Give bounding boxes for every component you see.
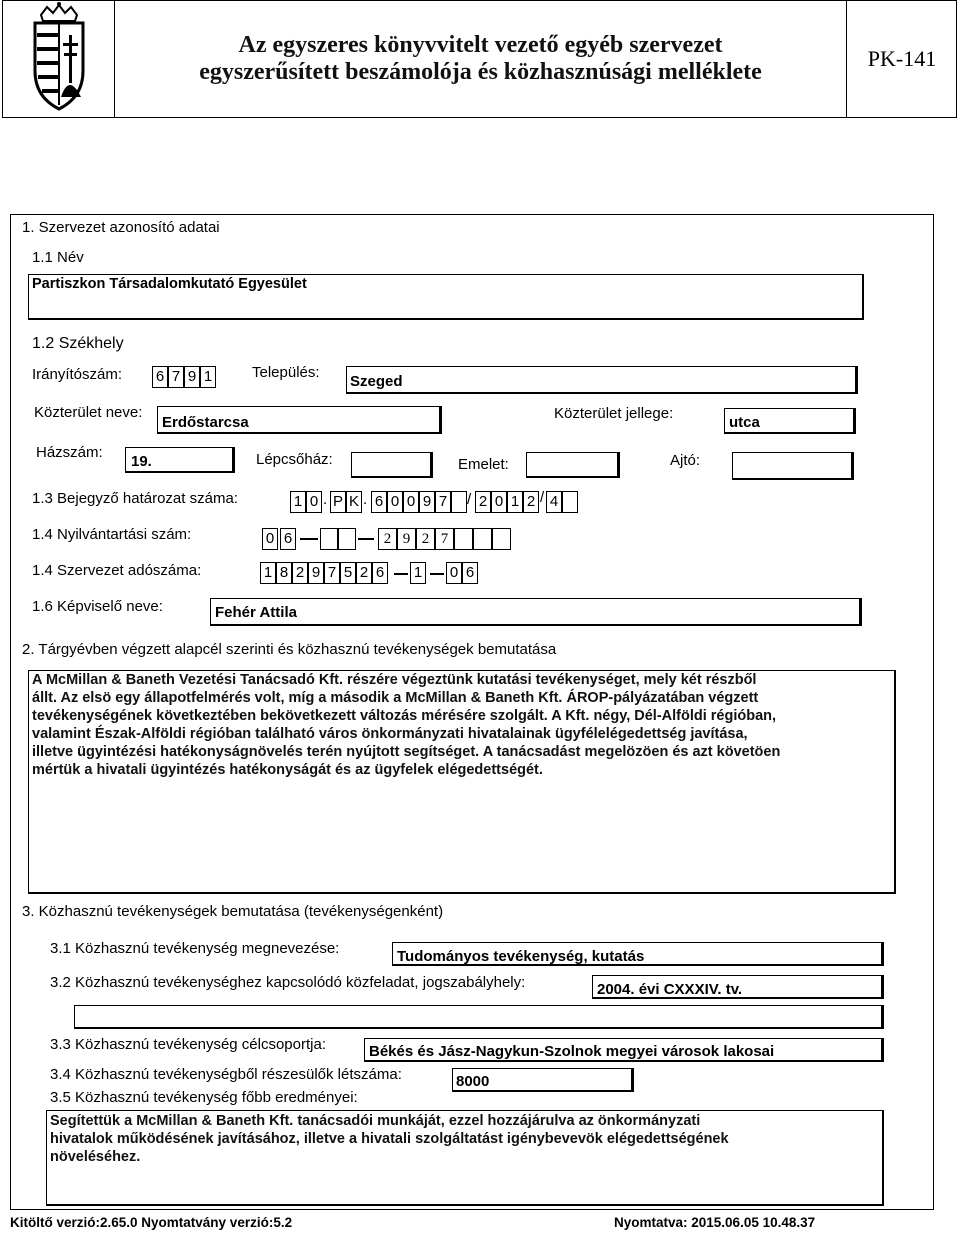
target-group-value: Békés és Jász-Nagykun-Szolnok megyei városok lakosai <box>369 1043 775 1060</box>
tax-dash <box>394 573 408 575</box>
city-value: Szeged <box>350 373 403 390</box>
city-field[interactable] <box>346 366 858 394</box>
house-label: Házszám: <box>36 444 103 461</box>
results-line: Segítettük a McMillan & Baneth Kft. tanácsadói munkáját, ezzel hozzájárulva az önkormányzati <box>50 1113 701 1129</box>
tax-digit[interactable]: 5 <box>340 562 356 584</box>
beneficiaries-label: 3.4 Közhasznú tevékenységből részesülők létszáma: <box>50 1066 402 1083</box>
name-value: Partiszkon Társadalomkutató Egyesület <box>32 276 307 292</box>
activities-line: állt. Az elsö egy állapotfelmérés volt, míg a második a McMillan & Baneth Kft. ÁROP-pályázatában végzett <box>32 690 759 706</box>
activities-text <box>32 671 780 779</box>
decision-separator: . <box>363 491 368 508</box>
decision-letter[interactable]: P <box>330 491 346 513</box>
decision-separator: . <box>323 491 328 508</box>
results-line: hivatalok működésének javításához, illetve a hivatali szolgáltatást igénybevevök elégedettségének <box>50 1131 729 1147</box>
seat-label: 1.2 Székhely <box>32 335 124 352</box>
decision-digit[interactable]: 0 <box>387 491 403 513</box>
results-label: 3.5 Közhasznú tevékenység főbb eredményei: <box>50 1089 358 1106</box>
decision-year-digit[interactable]: 0 <box>491 491 507 513</box>
decision-suffix-digit[interactable]: 4 <box>546 491 562 513</box>
zip-label: Irányítószám: <box>32 366 123 383</box>
coat-of-arms-icon <box>3 1 115 117</box>
crest-cell <box>3 1 115 117</box>
registry-digit[interactable]: 6 <box>280 528 296 550</box>
floor-field[interactable] <box>526 452 620 478</box>
form-code: PK-141 <box>867 46 937 71</box>
street-type-value: utca <box>729 414 760 431</box>
name-label: 1.1 Név <box>32 249 84 266</box>
decision-digit[interactable]: 9 <box>419 491 435 513</box>
representative-label: 1.6 Képviselő neve: <box>32 598 163 615</box>
registry-digit[interactable]: 2 <box>378 528 397 550</box>
activity-name-label: 3.1 Közhasznú tevékenység megnevezése: <box>50 940 340 957</box>
zip-digit[interactable]: 9 <box>184 366 200 388</box>
city-label: Település: <box>252 364 320 381</box>
registry-digit[interactable] <box>454 528 473 550</box>
decision-year-digit[interactable]: 1 <box>507 491 523 513</box>
results-line: növeléséhez. <box>50 1149 141 1165</box>
registry-label: 1.4 Nyilvántartási szám: <box>32 526 192 543</box>
section-1-title: 1. Szervezet azonosító adatai <box>22 219 220 236</box>
house-value: 19. <box>131 453 152 470</box>
decision-digit[interactable] <box>451 491 467 513</box>
decision-digit[interactable]: 0 <box>403 491 419 513</box>
target-group-label: 3.3 Közhasznú tevékenység célcsoportja: <box>50 1036 326 1053</box>
zip-digit[interactable]: 6 <box>152 366 168 388</box>
footer-version: Kitöltő verzió:2.65.0 Nyomtatvány verzió:5.2 <box>10 1215 293 1230</box>
door-field[interactable] <box>732 452 854 480</box>
tax-digit[interactable]: 7 <box>324 562 340 584</box>
registry-digit[interactable] <box>492 528 511 550</box>
registry-digit[interactable]: 9 <box>397 528 416 550</box>
stair-field[interactable] <box>351 452 433 478</box>
title-line-2: egyszerűsített beszámolója és közhasznúsági melléklete <box>199 59 762 85</box>
decision-digit[interactable]: 1 <box>290 491 306 513</box>
form-header <box>2 0 957 118</box>
registry-dash <box>300 538 318 540</box>
representative-field[interactable] <box>210 598 862 626</box>
tax-digit[interactable]: 1 <box>260 562 276 584</box>
tax-digit[interactable]: 0 <box>446 562 462 584</box>
tax-number-label: 1.4 Szervezet adószáma: <box>32 562 202 579</box>
activity-name-value: Tudományos tevékenység, kutatás <box>397 948 645 965</box>
activities-line: mértük a hivatali ügyintézés hatékonyságát és az ügyfelek elégedettségét. <box>32 762 543 778</box>
tax-digit[interactable]: 6 <box>372 562 388 584</box>
tax-digit[interactable]: 8 <box>276 562 292 584</box>
tax-digit[interactable]: 1 <box>410 562 426 584</box>
representative-value: Fehér Attila <box>215 604 297 621</box>
registry-digit[interactable] <box>320 528 338 550</box>
tax-digit[interactable]: 2 <box>356 562 372 584</box>
decision-label: 1.3 Bejegyző határozat száma: <box>32 490 238 507</box>
title-line-1: Az egyszeres könyvvitelt vezető egyéb szervezet <box>238 32 723 58</box>
tax-digit[interactable]: 6 <box>462 562 478 584</box>
registry-digit[interactable]: 2 <box>416 528 435 550</box>
floor-label: Emelet: <box>458 456 509 473</box>
tax-dash <box>430 573 444 575</box>
form-title <box>115 1 847 117</box>
registry-dash <box>358 538 374 540</box>
activities-line: A McMillan & Baneth Vezetési Tanácsadó Kft. részére végeztünk kutatási tevékenységet, mely két részből <box>32 672 757 688</box>
door-label: Ajtó: <box>670 452 701 469</box>
section-2-title: 2. Tárgyévben végzett alapcél szerinti és közhasznú tevékenységek bemutatása <box>22 641 557 658</box>
street-label: Közterület neve: <box>34 404 143 421</box>
section-3-title: 3. Közhasznú tevékenységek bemutatása (tevékenységenként) <box>22 903 444 920</box>
decision-letter[interactable]: K <box>346 491 362 513</box>
decision-year-digit[interactable]: 2 <box>475 491 491 513</box>
decision-year-digit[interactable]: 2 <box>523 491 539 513</box>
beneficiaries-value: 8000 <box>456 1073 490 1090</box>
decision-digit[interactable]: 7 <box>435 491 451 513</box>
zip-digit[interactable]: 1 <box>200 366 216 388</box>
activities-line: tevékenységének következtében bekövetkezett változás mérésére szolgált. A Kft. négy, Dél-Alföldi régióban, <box>32 708 777 724</box>
tax-digit[interactable]: 9 <box>308 562 324 584</box>
public-task-value: 2004. évi CXXXIV. tv. <box>597 981 743 998</box>
footer-print-date: Nyomtatva: 2015.06.05 10.48.37 <box>614 1215 816 1230</box>
stair-label: Lépcsőház: <box>256 451 333 468</box>
decision-slash: / <box>540 489 545 506</box>
activities-line: valamint Észak-Alföldi régióban található város önkormányzati hivatalainak ügyfélelégedettség javítása, <box>32 726 748 742</box>
decision-suffix-digit[interactable] <box>562 491 578 513</box>
results-text <box>50 1112 729 1166</box>
decision-slash: / <box>467 491 472 508</box>
zip-digit[interactable]: 7 <box>168 366 184 388</box>
street-type-label: Közterület jellege: <box>554 405 674 422</box>
public-task-label: 3.2 Közhasznú tevékenységhez kapcsolódó közfeladat, jogszabályhely: <box>50 974 526 991</box>
decision-digit[interactable]: 6 <box>371 491 387 513</box>
registry-digit[interactable]: 7 <box>435 528 454 550</box>
registry-digit[interactable] <box>473 528 492 550</box>
public-task-extra-field[interactable] <box>74 1005 884 1029</box>
tax-digit[interactable]: 2 <box>292 562 308 584</box>
street-value: Erdőstarcsa <box>162 414 249 431</box>
registry-digit[interactable] <box>338 528 356 550</box>
registry-digit[interactable]: 0 <box>262 528 278 550</box>
decision-digit[interactable]: 0 <box>306 491 322 513</box>
activities-line: illetve ügyintézési hatékonyságnövelés terén nyújtott segítséget. A tanácsadást megelözöen és azt követöen <box>32 744 781 760</box>
